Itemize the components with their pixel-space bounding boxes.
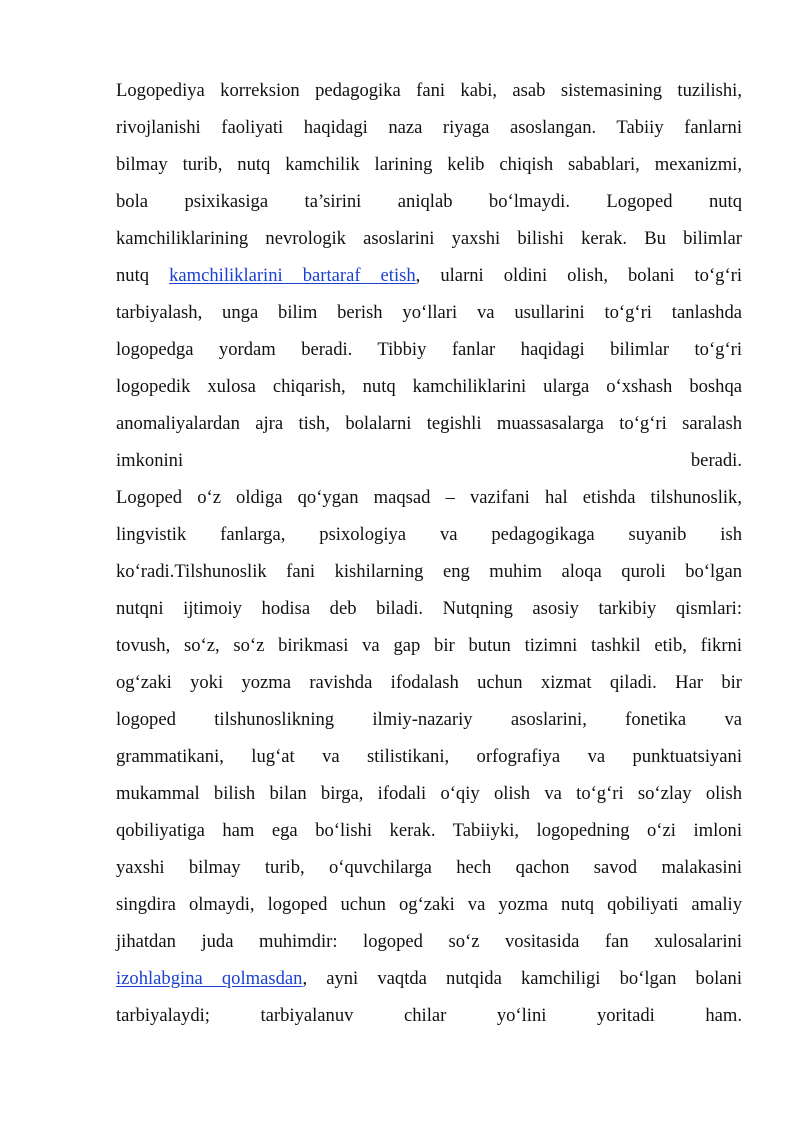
text-line xyxy=(116,738,742,775)
text-line xyxy=(116,442,742,479)
text-line xyxy=(116,812,742,849)
text-segment: bola psixikasiga ta’sirini aniqlab bo‘lmaydi. Logoped nutq xyxy=(116,191,742,212)
text-line xyxy=(116,664,742,701)
text-segment: anomaliyalardan ajra tish, bolalarni tegishli muassasalarga to‘g‘ri saralash xyxy=(116,413,742,434)
text-segment: nutqni ijtimoiy hodisa deb biladi. Nutqning asosiy tarkibiy qismlari: xyxy=(116,598,742,619)
text-line xyxy=(116,183,742,220)
text-segment: tarbiyalaydi; tarbiyalanuv chilar yo‘lini yoritadi ham. xyxy=(116,1005,742,1026)
text-segment: Logoped o‘z oldiga qo‘ygan maqsad – vazifani hal etishda tilshunoslik, xyxy=(116,487,742,508)
text-line xyxy=(116,516,742,553)
text-segment: tovush, so‘z, so‘z birikmasi va gap bir butun tizimni tashkil etib, fikrni xyxy=(116,635,742,656)
text-line xyxy=(116,886,742,923)
text-line xyxy=(116,775,742,812)
text-segment: og‘zaki yoki yozma ravishda ifodalash uchun xizmat qiladi. Har bir xyxy=(116,672,742,693)
text-segment: nutq xyxy=(116,265,170,286)
hyperlink[interactable]: izohlabgina qolmasdan xyxy=(116,968,303,989)
text-line xyxy=(116,849,742,886)
text-line xyxy=(116,701,742,738)
text-segment: logopedga yordam beradi. Tibbiy fanlar haqidagi bilimlar to‘g‘ri xyxy=(116,339,742,360)
text-line xyxy=(116,960,742,997)
text-segment: imkonini beradi. xyxy=(116,450,742,471)
text-segment: kamchiliklarining nevrologik asoslarini yaxshi bilishi kerak. Bu bilimlar xyxy=(116,228,742,249)
text-segment: logopedik xulosa chiqarish, nutq kamchiliklarini ularga o‘xshash boshqa xyxy=(116,376,742,397)
text-line xyxy=(116,146,742,183)
text-segment: lingvistik fanlarga, psixologiya va pedagogikaga suyanib ish xyxy=(116,524,742,545)
text-segment: singdira olmaydi, logoped uchun og‘zaki va yozma nutq qobiliyati amaliy xyxy=(116,894,742,915)
text-line xyxy=(116,294,742,331)
text-line xyxy=(116,405,742,442)
text-segment: , ayni vaqtda nutqida kamchiligi bo‘lgan bolani xyxy=(302,968,742,989)
text-segment: yaxshi bilmay turib, o‘quvchilarga hech qachon savod malakasini xyxy=(116,857,742,878)
text-line xyxy=(116,997,742,1034)
text-line xyxy=(116,257,742,294)
text-line xyxy=(116,590,742,627)
text-segment: logoped tilshunoslikning ilmiy-nazariy asoslarini, fonetika va xyxy=(116,709,742,730)
text-line xyxy=(116,331,742,368)
text-line xyxy=(116,72,742,109)
text-segment: mukammal bilish bilan birga, ifodali o‘qiy olish va to‘g‘ri so‘zlay olish xyxy=(116,783,742,804)
text-segment: qobiliyatiga ham ega bo‘lishi kerak. Tabiiyki, logopedning o‘zi imloni xyxy=(116,820,742,841)
text-segment: Logopediya korreksion pedagogika fani kabi, asab sistemasining tuzilishi, xyxy=(116,80,742,101)
text-line xyxy=(116,220,742,257)
text-segment: rivojlanishi faoliyati haqidagi naza riyaga asoslangan. Tabiiy fanlarni xyxy=(116,117,742,138)
text-segment: tarbiyalash, unga bilim berish yo‘llari va usullarini to‘g‘ri tanlashda xyxy=(116,302,742,323)
text-segment: ko‘radi.Tilshunoslik fani kishilarning eng muhim aloqa quroli bo‘lgan xyxy=(116,561,742,582)
text-segment: bilmay turib, nutq kamchilik larining kelib chiqish sabablari, mexanizmi, xyxy=(116,154,742,175)
document-body xyxy=(116,72,742,1034)
hyperlink[interactable]: kamchiliklarini bartaraf etish xyxy=(169,265,416,286)
text-line xyxy=(116,923,742,960)
text-line xyxy=(116,109,742,146)
text-line xyxy=(116,627,742,664)
text-line xyxy=(116,368,742,405)
text-segment: , ularni oldini olish, bolani to‘g‘ri xyxy=(415,265,743,286)
text-segment: grammatikani, lug‘at va stilistikani, orfografiya va punktuatsiyani xyxy=(116,746,742,767)
text-line xyxy=(116,479,742,516)
text-segment: jihatdan juda muhimdir: logoped so‘z vositasida fan xulosalarini xyxy=(116,931,742,952)
text-line xyxy=(116,553,742,590)
